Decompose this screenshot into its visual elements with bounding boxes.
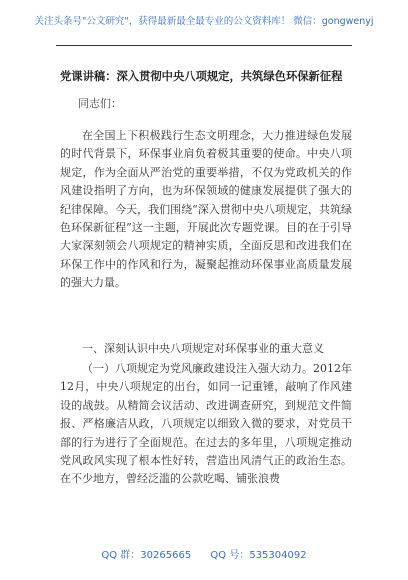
subsection-paragraph: （一）八项规定为党风廉政建设注入强大动力。2012年12月，中央八项规定的出台，如同一记重锤，敲响了作风建设的战鼓。从精简会议活动、改进调查研究，到规范文件简报、严格廉洁从政，八项规定以细致入微的要求，对党员干部的行为进行了全面规范。在过去的多年里，八项规定推动党风政风实现了根本性好转，营造出风清气正的政治生态。在不少地方，曾经泛滥的公款吃喝、铺张浪费: [60, 362, 352, 486]
section-heading: 一、深刻认识中央八项规定对环保事业的重大意义: [82, 342, 324, 355]
promo-header: 关注头条号"公文研究"，获得最新最全最专业的公文资料库！ 微信：gongwenyj: [34, 16, 374, 27]
contact-footer: [0, 546, 408, 561]
header-divider: [56, 45, 352, 46]
salutation: 同志们：: [78, 97, 122, 110]
intro-paragraph: 在全国上下积极践行生态文明理念，大力推进绿色发展的时代背景下，环保事业肩负着极其重要的使命。中央八项规定，作为全面从严治党的重要举措，不仅为党政机关的作风建设指明了方向，也为环保领域的健康发展提供了强大的纪律保障。今天，我们围绕“深入贯彻中央八项规定，共筑绿色环保新征程”这一主题，开展此次专题党课。目的在于引导大家深刻领会八项规定的精神实质，全面反思和改进我们在环保工作中的作风和行为，凝聚起推动环保事业高质量发展的强大力量。: [60, 129, 352, 290]
qq-group: QQ 群：30265665: [101, 550, 192, 561]
qq-number: QQ 号：535304092: [210, 550, 307, 561]
document-title: 党课讲稿：深入贯彻中央八项规定，共筑绿色环保新征程: [60, 70, 343, 83]
